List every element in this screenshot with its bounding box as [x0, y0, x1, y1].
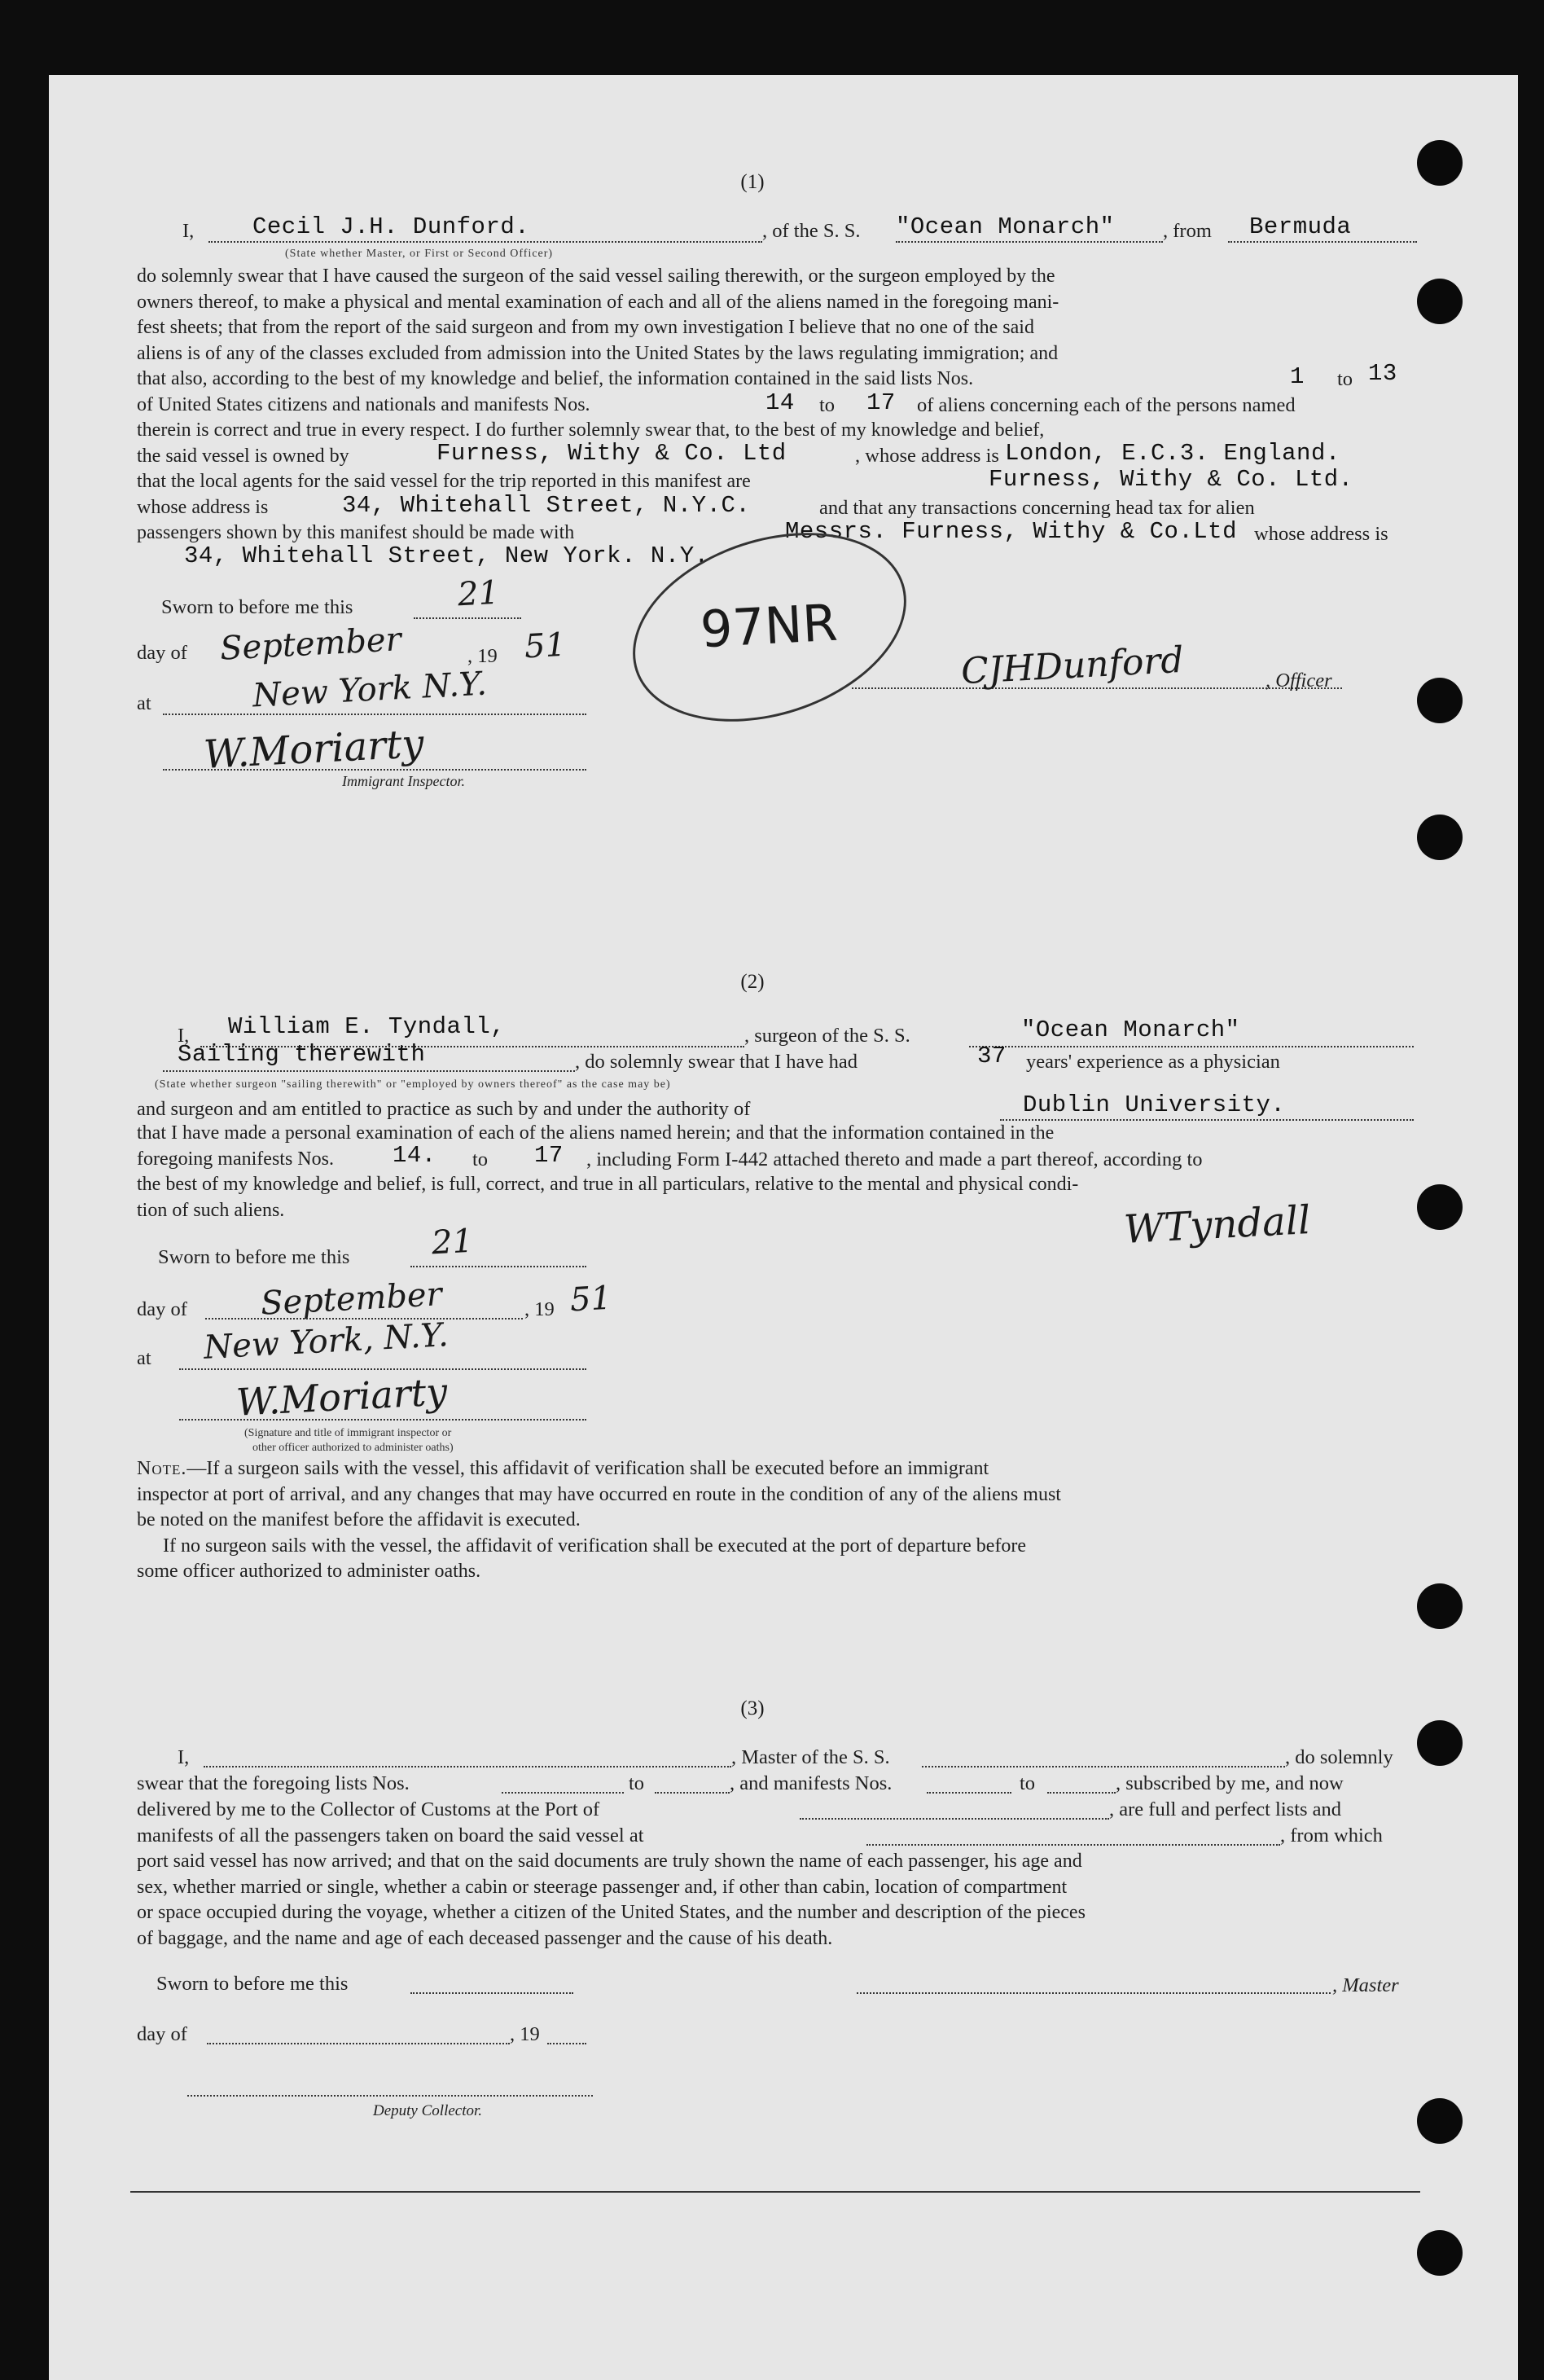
body-line: do solemnly swear that I have caused the surgeon of the said vessel sailing therewith, or the surgeon employed by the: [137, 266, 1055, 287]
body-line: passengers shown by this manifest should be made with: [137, 522, 575, 543]
body-line: owners thereof, to make a physical and mental examination of each and all of the aliens named in the foregoing mani-: [137, 291, 1059, 313]
sworn-place: New York N.Y.: [251, 665, 488, 715]
s3-line2-e: , subscribed by me, and now: [1116, 1772, 1344, 1794]
s3-line2-c: , and manifests Nos.: [730, 1772, 893, 1794]
agents-tail: and that any transactions concerning head tax for alien: [819, 497, 1255, 519]
inspector-signature: W.Moriarty: [235, 1369, 449, 1425]
s3-line2-a: swear that the foregoing lists Nos.: [137, 1772, 410, 1794]
punch-hole: [1417, 678, 1463, 723]
year-prefix: , 19: [510, 2023, 540, 2045]
headtax-address: 34, Whitehall Street, New York. N.Y.: [184, 542, 709, 569]
sworn-day: 21: [456, 573, 501, 614]
body-line: or space occupied during the voyage, whether a citizen of the United States, and the number and description of the pieces: [137, 1902, 1086, 1923]
note: [137, 1456, 1427, 1585]
body-line: that I have made a personal examination of each of the aliens named herein; and that the information contained in the: [137, 1122, 1055, 1144]
sworn-month: September: [259, 1276, 443, 1323]
master-name: Cecil J.H. Dunford.: [252, 213, 530, 240]
body-line: sex, whether married or single, whether a cabin or steerage passenger and, if other than cabin, location of compartment: [137, 1876, 1068, 1898]
headtax-party: Messrs. Furness, Withy & Co.Ltd: [785, 518, 1237, 545]
s3-line1-b: , Master of the S. S.: [731, 1746, 890, 1768]
punch-hole: [1417, 815, 1463, 860]
section-number: (1): [740, 171, 765, 193]
vessel-name: "Ocean Monarch": [896, 213, 1115, 240]
section-number: (3): [740, 1697, 765, 1719]
sworn-year: 51: [523, 626, 568, 666]
body-line: fest sheets; that from the report of the said surgeon and from my own investigation I believe that no one of the said: [137, 317, 1034, 338]
of-ss-label: , of the S. S.: [762, 220, 861, 242]
officer-signature: CJHDunford: [959, 639, 1185, 693]
manifests-to-label: to: [819, 394, 836, 416]
s3-line1-c: , do solemnly: [1285, 1746, 1393, 1768]
sworn-label: Sworn to before me this: [158, 1246, 350, 1268]
punch-hole: [1417, 1583, 1463, 1629]
manifests-to-label: to: [472, 1148, 489, 1170]
master-caption: (State whether Master, or First or Second Officer): [285, 248, 554, 260]
manifests-from: 14.: [393, 1142, 436, 1169]
inspector-caption: Immigrant Inspector.: [342, 773, 465, 789]
officer-label: , Officer: [1265, 670, 1332, 692]
section3-body: [137, 1849, 1427, 1952]
body-line: therein is correct and true in every respect. I do further solemnly swear that, to the best of my knowledge and belief,: [137, 419, 1045, 441]
note-label: Note.: [137, 1458, 187, 1479]
lists-to-label: to: [1337, 368, 1353, 390]
note-line: If no surgeon sails with the vessel, the affidavit of verification shall be executed at the port of departure before: [163, 1535, 1027, 1557]
sworn-label: Sworn to before me this: [161, 596, 353, 618]
body-line: whose address is: [137, 496, 269, 518]
manifests-to: 17: [866, 389, 896, 416]
collector-caption: Deputy Collector.: [373, 2102, 483, 2119]
day-of-label: day of: [137, 1298, 187, 1320]
sworn-label: Sworn to before me this: [156, 1973, 349, 1995]
manifests-tail: , including Form I-442 attached thereto and made a part thereof, according to: [586, 1148, 1203, 1170]
s3-line2-b: to: [629, 1772, 645, 1794]
inspector-signature: W.Moriarty: [202, 720, 425, 779]
from-label: , from: [1163, 220, 1212, 242]
sailing-therewith: Sailing therewith: [178, 1041, 426, 1068]
headtax-tail: whose address is: [1254, 523, 1388, 545]
body-line: of baggage, and the name and age of each deceased passenger and the cause of his death.: [137, 1927, 833, 1949]
s3-line2-d: to: [1020, 1772, 1036, 1794]
agents-address: 34, Whitehall Street, N.Y.C.: [342, 492, 751, 519]
manifests-from: 14: [765, 389, 795, 416]
s3-line3-b: , are full and perfect lists and: [1109, 1798, 1342, 1820]
at-label: at: [137, 692, 151, 714]
body-line: the best of my knowledge and belief, is full, correct, and true in all particulars, relative to the mental and physical condi-: [137, 1174, 1079, 1195]
swear-label: , do solemnly swear that I have had: [575, 1051, 858, 1073]
inspector-caption: other officer authorized to administer oaths): [252, 1442, 454, 1454]
body-line: the said vessel is owned by: [137, 445, 349, 467]
body-line: tion of such aliens.: [137, 1199, 285, 1221]
vessel-name: "Ocean Monarch": [1021, 1017, 1240, 1043]
stamp-text: 97NR: [699, 592, 840, 660]
years-tail: years' experience as a physician: [1026, 1051, 1280, 1073]
i-label: I,: [178, 1025, 190, 1047]
years-experience: 37: [977, 1043, 1007, 1069]
day-of-label: day of: [137, 2023, 187, 2045]
day-of-label: day of: [137, 642, 187, 664]
manifests-tail: of aliens concerning each of the persons named: [917, 394, 1296, 416]
note-line: —If a surgeon sails with the vessel, this affidavit of verification shall be executed before an immigrant: [186, 1458, 989, 1479]
note-line: some officer authorized to administer oaths.: [137, 1561, 481, 1582]
body-line: foregoing manifests Nos.: [137, 1148, 334, 1170]
s3-line4-b: , from which: [1280, 1825, 1383, 1846]
year-prefix: , 19: [524, 1298, 555, 1320]
surgeon-caption: (State whether surgeon "sailing therewith" or "employed by owners thereof" as the case may be): [155, 1078, 671, 1091]
owner-address-label: , whose address is: [855, 445, 999, 467]
body-line: that the local agents for the said vessel for the trip reported in this manifest are: [137, 471, 751, 492]
lists-from: 1: [1290, 363, 1305, 390]
punch-hole: [1417, 1720, 1463, 1766]
surgeon-of-label: , surgeon of the S. S.: [744, 1025, 910, 1047]
manifest-page: [49, 75, 1518, 2380]
master-label: , Master: [1332, 1974, 1399, 1996]
sworn-place: New York, N.Y.: [203, 1316, 450, 1367]
bottom-rule: [130, 2191, 1420, 2193]
from-port: Bermuda: [1249, 213, 1352, 240]
body-line: of United States citizens and nationals and manifests Nos.: [137, 393, 590, 415]
punch-hole: [1417, 140, 1463, 186]
punch-hole: [1417, 2230, 1463, 2276]
surgeon-name: William E. Tyndall,: [228, 1013, 506, 1040]
body-line: that also, according to the best of my knowledge and belief, the information contained in the said lists Nos.: [137, 368, 974, 389]
punch-hole: [1417, 2098, 1463, 2144]
note-line: inspector at port of arrival, and any changes that may have occurred en route in the condition of any of the aliens must: [137, 1483, 1061, 1505]
owner-name: Furness, Withy & Co. Ltd: [436, 440, 787, 467]
authority-label: and surgeon and am entitled to practice as such by and under the authority of: [137, 1098, 751, 1120]
sworn-month: September: [218, 621, 402, 668]
inspector-caption: (Signature and title of immigrant inspector or: [244, 1427, 452, 1439]
body-line: aliens is of any of the classes excluded from admission into the United States by the laws regulating immigration; and: [137, 342, 1059, 364]
i-label: I,: [182, 220, 195, 242]
sworn-year: 51: [568, 1279, 613, 1320]
s3-line1-a: I,: [178, 1746, 190, 1768]
s3-line3-a: delivered by me to the Collector of Customs at the Port of: [137, 1798, 600, 1820]
s3-line4-a: manifests of all the passengers taken on board the said vessel at: [137, 1825, 644, 1846]
authority: Dublin University.: [1023, 1091, 1286, 1118]
sworn-day: 21: [430, 1222, 475, 1262]
section-number: (2): [740, 971, 765, 993]
local-agents: Furness, Withy & Co. Ltd.: [989, 466, 1353, 493]
owner-address: London, E.C.3. England.: [1005, 440, 1340, 467]
manifests-to: 17: [534, 1142, 564, 1169]
surgeon-signature: WTyndall: [1122, 1197, 1312, 1253]
at-label: at: [137, 1347, 151, 1369]
lists-to: 13: [1368, 360, 1397, 387]
note-line: be noted on the manifest before the affidavit is executed.: [137, 1509, 581, 1530]
body-line: port said vessel has now arrived; and that on the said documents are truly shown the name of each passenger, his age and: [137, 1851, 1082, 1872]
year-prefix: , 19: [467, 645, 498, 667]
